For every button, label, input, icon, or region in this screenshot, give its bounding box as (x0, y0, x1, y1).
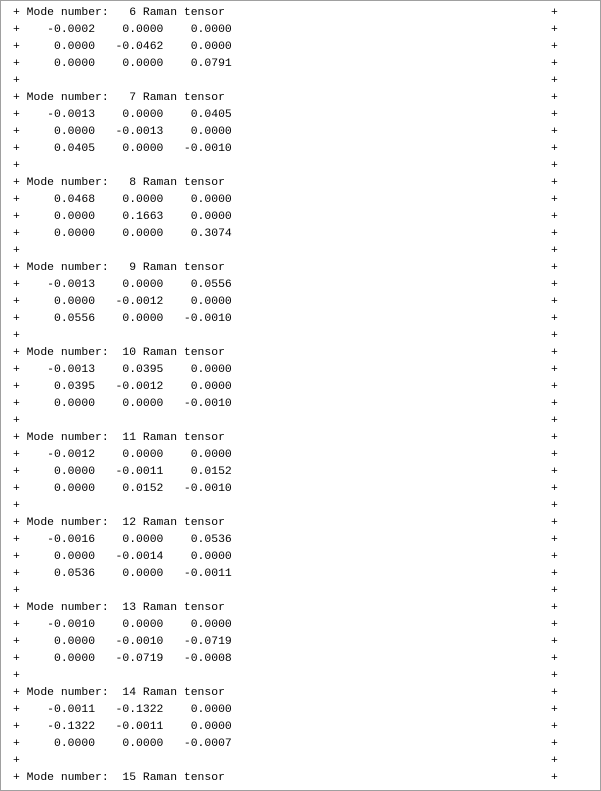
line-edge-marker: + (551, 92, 558, 104)
line-edge-marker: + (551, 245, 558, 257)
line-text: + 0.0000 -0.0013 0.0000 (13, 126, 232, 138)
line-edge-marker: + (551, 398, 558, 410)
text-line (13, 719, 573, 736)
line-edge-marker: + (551, 58, 558, 70)
line-text: + Mode number: 10 Raman tensor (13, 347, 225, 359)
text-line (13, 158, 573, 175)
text-line (13, 124, 573, 141)
text-line (13, 566, 573, 583)
text-line (13, 192, 573, 209)
text-line (13, 379, 573, 396)
line-edge-marker: + (551, 347, 558, 359)
line-text: + 0.0468 0.0000 0.0000 (13, 194, 232, 206)
text-line (13, 226, 573, 243)
text-line (13, 583, 573, 600)
line-edge-marker: + (551, 432, 558, 444)
line-text: + 0.0405 0.0000 -0.0010 (13, 143, 232, 155)
text-line (13, 430, 573, 447)
line-text: + -0.0013 0.0000 0.0556 (13, 279, 232, 291)
line-edge-marker: + (551, 211, 558, 223)
line-edge-marker: + (551, 704, 558, 716)
line-text: + Mode number: 6 Raman tensor (13, 7, 225, 19)
text-line (13, 73, 573, 90)
text-line (13, 5, 573, 22)
text-content-area[interactable] (1, 1, 600, 790)
line-text: + (13, 330, 20, 342)
line-edge-marker: + (551, 177, 558, 189)
line-text: + -0.0016 0.0000 0.0536 (13, 534, 232, 546)
line-text: + 0.0536 0.0000 -0.0011 (13, 568, 232, 580)
text-line (13, 362, 573, 379)
line-text: + (13, 75, 20, 87)
line-text: + (13, 755, 20, 767)
text-line (13, 736, 573, 753)
text-line (13, 600, 573, 617)
line-text: + Mode number: 12 Raman tensor (13, 517, 225, 529)
line-text: + 0.0000 0.0000 0.0791 (13, 58, 232, 70)
text-line (13, 328, 573, 345)
text-line (13, 549, 573, 566)
text-line (13, 413, 573, 430)
text-line (13, 515, 573, 532)
line-text: + Mode number: 7 Raman tensor (13, 92, 225, 104)
line-text: + (13, 415, 20, 427)
line-edge-marker: + (551, 636, 558, 648)
line-text: + 0.0000 0.0000 0.3074 (13, 228, 232, 240)
text-line (13, 22, 573, 39)
line-edge-marker: + (551, 330, 558, 342)
line-edge-marker: + (551, 364, 558, 376)
line-text: + -0.0013 0.0000 0.0405 (13, 109, 232, 121)
text-line (13, 498, 573, 515)
line-edge-marker: + (551, 500, 558, 512)
line-text: + -0.0002 0.0000 0.0000 (13, 24, 232, 36)
line-text: + 0.0000 0.0000 -0.0010 (13, 398, 232, 410)
line-text: + Mode number: 9 Raman tensor (13, 262, 225, 274)
line-text: + -0.0012 0.0000 0.0000 (13, 449, 232, 461)
text-line (13, 277, 573, 294)
output-text (13, 5, 573, 787)
line-edge-marker: + (551, 313, 558, 325)
line-text: + -0.0011 -0.1322 0.0000 (13, 704, 232, 716)
line-edge-marker: + (551, 483, 558, 495)
line-text: + 0.0000 -0.0014 0.0000 (13, 551, 232, 563)
line-edge-marker: + (551, 228, 558, 240)
line-edge-marker: + (551, 687, 558, 699)
line-edge-marker: + (551, 126, 558, 138)
line-edge-marker: + (551, 670, 558, 682)
text-line (13, 770, 573, 787)
line-edge-marker: + (551, 381, 558, 393)
line-edge-marker: + (551, 194, 558, 206)
text-line (13, 311, 573, 328)
line-text: + Mode number: 8 Raman tensor (13, 177, 225, 189)
line-edge-marker: + (551, 160, 558, 172)
text-line (13, 90, 573, 107)
text-line (13, 56, 573, 73)
line-edge-marker: + (551, 415, 558, 427)
text-line (13, 396, 573, 413)
line-text: + Mode number: 13 Raman tensor (13, 602, 225, 614)
line-edge-marker: + (551, 772, 558, 784)
text-line (13, 209, 573, 226)
line-text: + 0.0000 -0.0011 0.0152 (13, 466, 232, 478)
line-edge-marker: + (551, 279, 558, 291)
text-line (13, 464, 573, 481)
line-edge-marker: + (551, 449, 558, 461)
text-line (13, 39, 573, 56)
line-text: + (13, 670, 20, 682)
line-edge-marker: + (551, 262, 558, 274)
line-text: + 0.0000 -0.0010 -0.0719 (13, 636, 232, 648)
line-text: + (13, 585, 20, 597)
line-text: + 0.0000 0.1663 0.0000 (13, 211, 232, 223)
text-line (13, 668, 573, 685)
line-text: + Mode number: 15 Raman tensor (13, 772, 225, 784)
line-edge-marker: + (551, 755, 558, 767)
line-text: + 0.0000 -0.0719 -0.0008 (13, 653, 232, 665)
text-line (13, 702, 573, 719)
line-edge-marker: + (551, 585, 558, 597)
line-text: + 0.0556 0.0000 -0.0010 (13, 313, 232, 325)
line-text: + -0.0010 0.0000 0.0000 (13, 619, 232, 631)
text-line (13, 617, 573, 634)
line-edge-marker: + (551, 653, 558, 665)
text-line (13, 753, 573, 770)
line-edge-marker: + (551, 7, 558, 19)
line-text: + 0.0395 -0.0012 0.0000 (13, 381, 232, 393)
line-edge-marker: + (551, 296, 558, 308)
text-line (13, 651, 573, 668)
line-text: + 0.0000 -0.0012 0.0000 (13, 296, 232, 308)
text-line (13, 107, 573, 124)
text-line (13, 175, 573, 192)
line-edge-marker: + (551, 517, 558, 529)
line-text: + -0.1322 -0.0011 0.0000 (13, 721, 232, 733)
line-edge-marker: + (551, 738, 558, 750)
line-edge-marker: + (551, 568, 558, 580)
line-edge-marker: + (551, 75, 558, 87)
line-text: + -0.0013 0.0395 0.0000 (13, 364, 232, 376)
text-line (13, 634, 573, 651)
text-line (13, 294, 573, 311)
line-text: + 0.0000 -0.0462 0.0000 (13, 41, 232, 53)
text-line (13, 685, 573, 702)
line-text: + Mode number: 14 Raman tensor (13, 687, 225, 699)
text-line (13, 345, 573, 362)
line-edge-marker: + (551, 602, 558, 614)
line-edge-marker: + (551, 619, 558, 631)
line-edge-marker: + (551, 466, 558, 478)
line-text: + (13, 160, 20, 172)
text-line (13, 481, 573, 498)
line-text: + 0.0000 0.0000 -0.0007 (13, 738, 232, 750)
line-edge-marker: + (551, 109, 558, 121)
line-edge-marker: + (551, 721, 558, 733)
text-line (13, 447, 573, 464)
line-edge-marker: + (551, 551, 558, 563)
text-line (13, 532, 573, 549)
line-edge-marker: + (551, 534, 558, 546)
line-text: + (13, 245, 20, 257)
line-edge-marker: + (551, 143, 558, 155)
text-line (13, 243, 573, 260)
line-edge-marker: + (551, 41, 558, 53)
text-line (13, 260, 573, 277)
line-edge-marker: + (551, 24, 558, 36)
line-text: + Mode number: 11 Raman tensor (13, 432, 225, 444)
text-line (13, 141, 573, 158)
line-text: + 0.0000 0.0152 -0.0010 (13, 483, 232, 495)
line-text: + (13, 500, 20, 512)
